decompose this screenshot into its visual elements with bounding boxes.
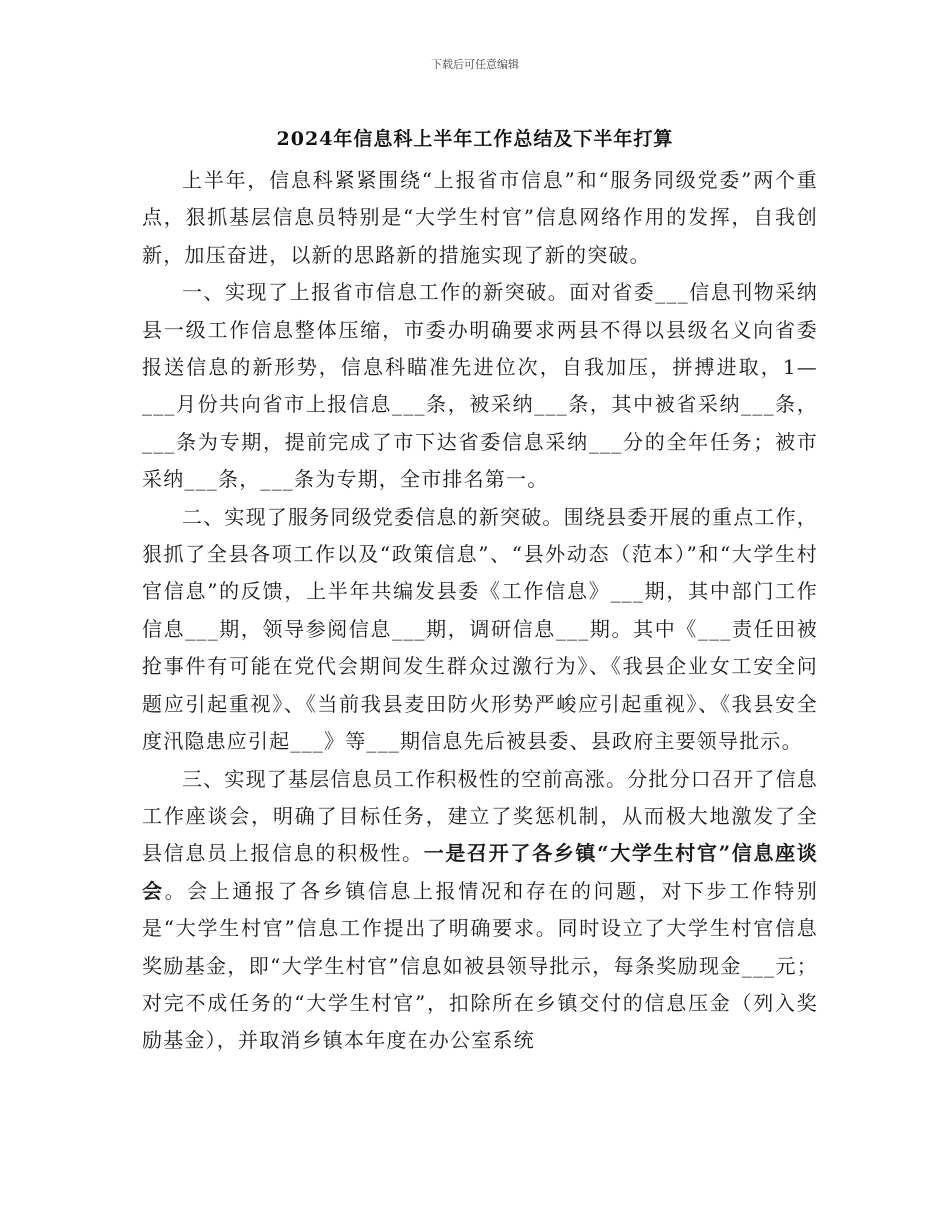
header-note: 下载后可任意编辑: [431, 58, 519, 71]
section-3-text-b: 。会上通报了各乡镇信息上报情况和存在的问题，对下步工作特别是“大学生村官”信息工作提出了明确要求。同时设立了大学生村官信息奖励基金，即“大学生村官”信息如被县领导批示，每条奖励现金___元；对完不成任务的“大学生村官”，扣除所在乡镇交付的信息压金（列入奖励基金），并取消乡镇本年度在办公室系统: [142, 878, 818, 1053]
document-title: 2024年信息科上半年工作总结及下半年打算: [276, 128, 674, 150]
paragraph-section-1: 一、实现了上报省市信息工作的新突破。面对省委___信息刊物采纳县一级工作信息整体压缩，市委办明确要求两县不得以县级名义向省委报送信息的新形势，信息科瞄准先进位次，自我加压，拼搏进取，1—___月份共向省市上报信息___条，被采纳___条，其中被省采纳___条，___条为专期，提前完成了市下达省委信息采纳___分的全年任务；被市采纳___条，___条为专期，全市排名第一。: [142, 280, 818, 492]
section-3-bold-heading: 一是召开了各乡镇“大学生村官”信息座谈会: [142, 841, 818, 903]
paragraph-section-3: [142, 761, 818, 1060]
paragraph-intro: 上半年，信息科紧紧围绕“上报省市信息”和“服务同级党委”两个重点，狠抓基层信息员特别是“大学生村官”信息网络作用的发挥，自我创新，加压奋进，以新的思路新的措施实现了新的突破。: [142, 168, 818, 267]
paragraph-section-2: 二、实现了服务同级党委信息的新突破。围绕县委开展的重点工作，狠抓了全县各项工作以及“政策信息”、“县外动态（范本）”和“大学生村官信息”的反馈，上半年共编发县委《工作信息》___期，其中部门工作信息___期，领导参阅信息___期，调研信息___期。其中《___责任田被抢事件有可能在党代会期间发生群众过激行为》、《我县企业女工安全问题应引起重视》、《当前我县麦田防火形势严峻应引起重视》、《我县安全度汛隐患应引起___》等___期信息先后被县委、县政府主要领导批示。: [142, 504, 818, 754]
document-body: [142, 162, 818, 1060]
section-3-text-a: 三、实现了基层信息员工作积极性的空前高涨。分批分口召开了信息工作座谈会，明确了目标任务，建立了奖惩机制，从而极大地激发了全县信息员上报信息的积极性。: [142, 766, 818, 866]
